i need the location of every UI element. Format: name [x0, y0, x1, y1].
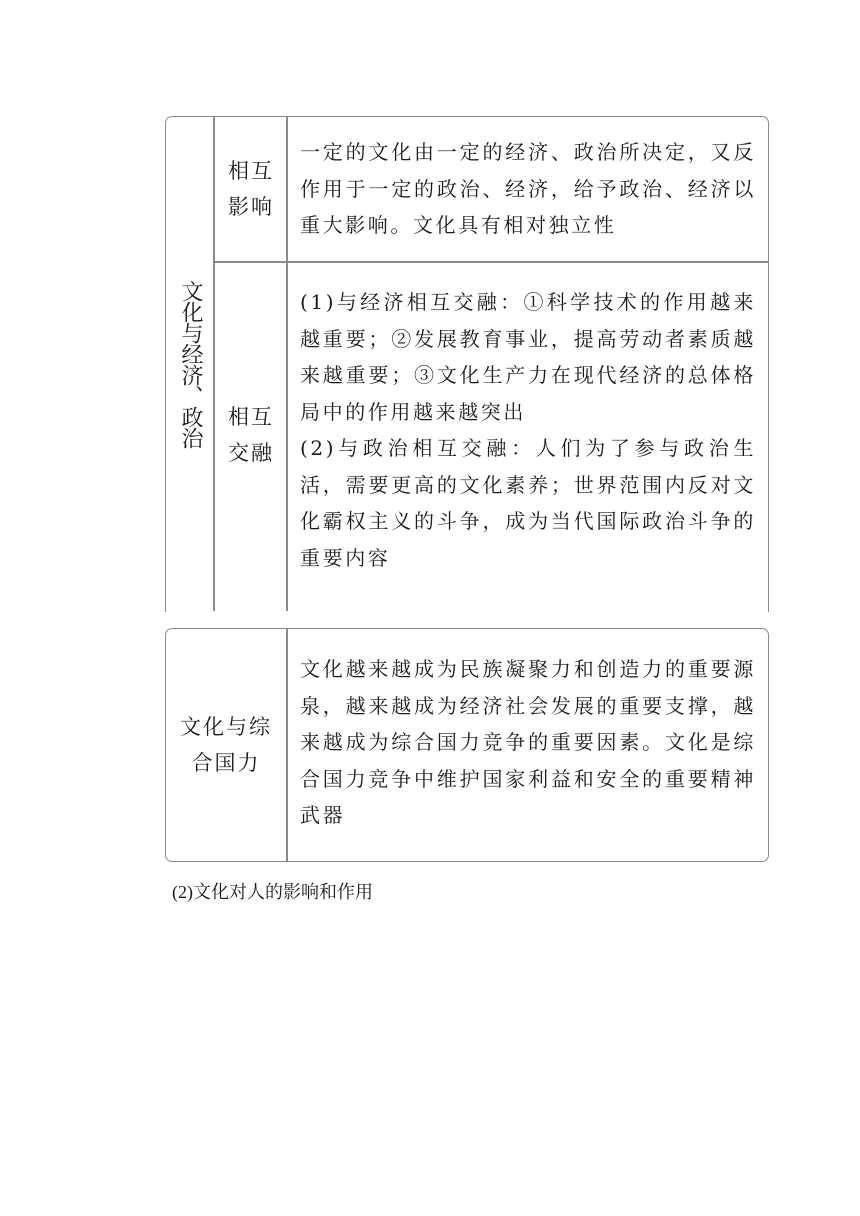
- blending-economy-paragraph: (1)与经济相互交融：①科学技术的作用越来越重要；②发展教育事业，提高劳动者素质越来越重要；③文化生产力在现代经济的总体格局中的作用越来越突出: [300, 290, 756, 424]
- row-divider: [214, 261, 768, 263]
- culture-economy-politics-table: [165, 116, 769, 612]
- side-label: 文化与经济、政治: [178, 280, 203, 448]
- row-label-mutual-blending: 相互 交融: [228, 405, 274, 465]
- culture-national-power-table: [165, 628, 769, 862]
- section-caption: (2)文化对人的影响和作用: [172, 882, 373, 902]
- row-label-mutual-influence: 相互 影响: [228, 159, 274, 219]
- row-content-mutual-blending: [300, 284, 756, 576]
- national-power-label: 文化与综 合国力: [180, 715, 272, 775]
- blending-politics-paragraph: (2)与政治相互交融：人们为了参与政治生活，需要更高的文化素养；世界范围内反对文化霸权主义的斗争，成为当代国际政治斗争的重要内容: [300, 436, 756, 570]
- row-content-mutual-influence: 一定的文化由一定的经济、政治所决定，又反作用于一定的政治、经济，给予政治、经济以重大影响。文化具有相对独立性: [300, 140, 756, 237]
- column-divider: [286, 629, 288, 861]
- national-power-content: 文化越来越成为民族凝聚力和创造力的重要源泉，越来越成为经济社会发展的重要支撑，越来越成为综合国力竞争的重要因素。文化是综合国力竞争中维护国家利益和安全的重要精神武器: [300, 657, 756, 827]
- side-label-cell: [166, 117, 214, 611]
